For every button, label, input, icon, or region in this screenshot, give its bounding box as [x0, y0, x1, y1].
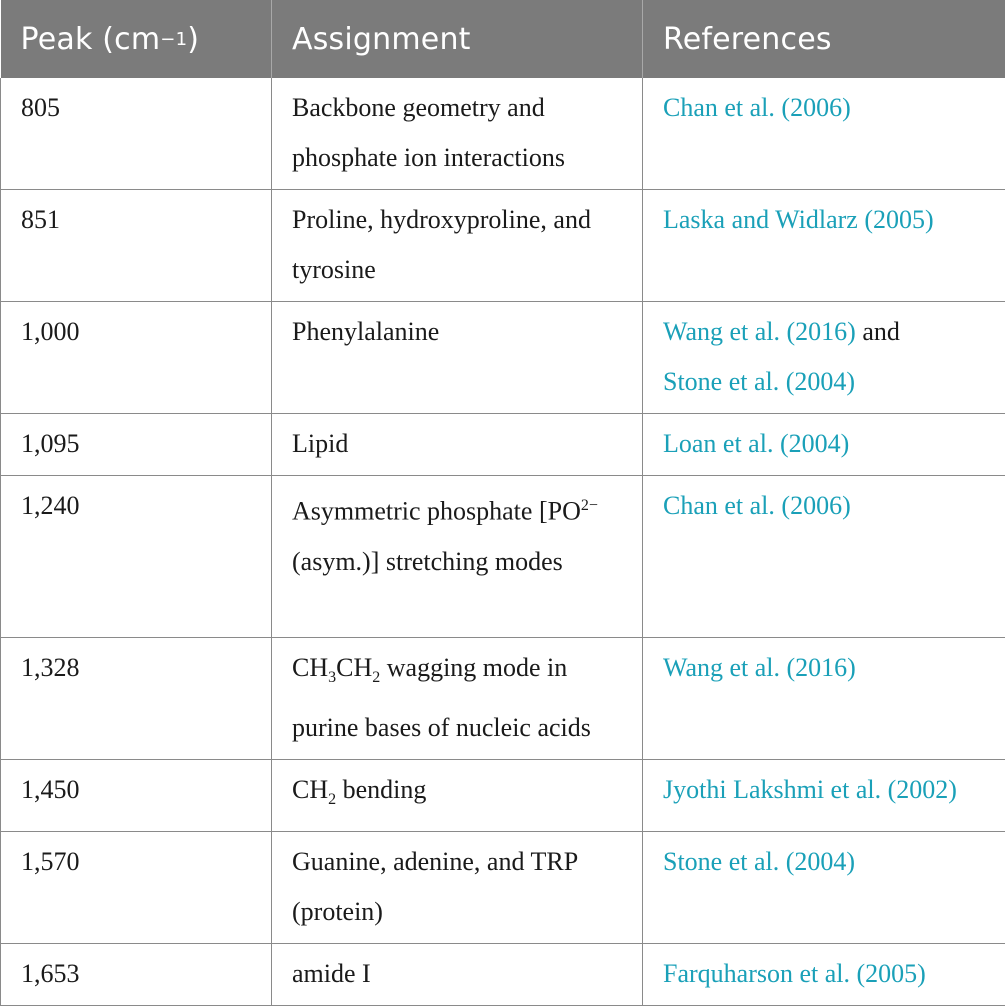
assignment-text: CH — [292, 775, 328, 804]
peak-cell: 1,000 — [1, 302, 272, 414]
assignment-sub: 2 — [372, 669, 380, 686]
table-row — [1, 832, 1005, 944]
peak-cell: 1,095 — [1, 414, 272, 476]
assignment-sup: 2− — [581, 497, 598, 514]
assignment-cell: Guanine, adenine, and TRP (protein) — [272, 832, 643, 944]
assignment-cell: Proline, hydroxyproline, and tyrosine — [272, 190, 643, 302]
assignment-cell: Phenylalanine — [272, 302, 643, 414]
peak-cell: 1,653 — [1, 944, 272, 1006]
reference-link[interactable]: Stone et al. (2004) — [663, 847, 855, 876]
assignment-cell — [272, 760, 643, 832]
assignment-sub: 2 — [328, 791, 336, 808]
table-header — [1, 0, 1005, 78]
reference-cell — [643, 302, 1005, 414]
table-row — [1, 78, 1005, 190]
reference-link[interactable]: Stone et al. (2004) — [663, 367, 855, 396]
reference-cell — [643, 638, 1005, 760]
assignment-cell: amide I — [272, 944, 643, 1006]
assignment-cell — [272, 476, 643, 638]
table-row — [1, 414, 1005, 476]
reference-link[interactable]: Chan et al. (2006) — [663, 93, 851, 122]
table-row — [1, 944, 1005, 1006]
reference-link[interactable]: Wang et al. (2016) — [663, 653, 856, 682]
header-assignment: Assignment — [272, 0, 643, 78]
header-peak-sup: −1 — [160, 29, 187, 50]
reference-cell — [643, 476, 1005, 638]
reference-cell — [643, 190, 1005, 302]
peak-cell: 1,570 — [1, 832, 272, 944]
assignment-cell: Backbone geometry and phosphate ion interactions — [272, 78, 643, 190]
table-row — [1, 302, 1005, 414]
table-row — [1, 760, 1005, 832]
header-peak-label: Peak (cm — [21, 22, 161, 57]
reference-cell — [643, 832, 1005, 944]
assignment-text: CH — [292, 653, 328, 682]
peak-cell: 1,450 — [1, 760, 272, 832]
table-row — [1, 476, 1005, 638]
reference-cell — [643, 414, 1005, 476]
header-peak-close: ) — [187, 22, 199, 57]
table-row — [1, 190, 1005, 302]
reference-link[interactable]: Wang et al. (2016) — [663, 317, 856, 346]
assignment-text: CH — [336, 653, 372, 682]
reference-link[interactable]: Laska and Widlarz (2005) — [663, 205, 934, 234]
assignment-text: wagging mode in purine bases of nucleic acids — [292, 653, 591, 742]
reference-link[interactable]: Loan et al. (2004) — [663, 429, 849, 458]
reference-joiner: and — [856, 317, 907, 346]
peak-cell: 851 — [1, 190, 272, 302]
reference-cell — [643, 760, 1005, 832]
header-peak — [1, 0, 272, 78]
assignment-cell — [272, 638, 643, 760]
assignment-cell: Lipid — [272, 414, 643, 476]
assignment-text: Asymmetric phosphate [PO — [292, 497, 581, 526]
assignment-text: bending — [336, 775, 426, 804]
peak-cell: 1,240 — [1, 476, 272, 638]
peak-cell: 805 — [1, 78, 272, 190]
header-references: References — [643, 0, 1005, 78]
assignment-sub: 3 — [328, 669, 336, 686]
table-body — [1, 78, 1005, 1006]
reference-cell — [643, 944, 1005, 1006]
reference-link[interactable]: Farquharson et al. (2005) — [663, 959, 926, 988]
peak-cell: 1,328 — [1, 638, 272, 760]
reference-link[interactable]: Chan et al. (2006) — [663, 491, 851, 520]
assignment-text: (asym.)] stretching modes — [292, 547, 563, 576]
table-row — [1, 638, 1005, 760]
header-row — [1, 0, 1005, 78]
reference-link[interactable]: Jyothi Lakshmi et al. (2002) — [663, 775, 957, 804]
reference-cell — [643, 78, 1005, 190]
